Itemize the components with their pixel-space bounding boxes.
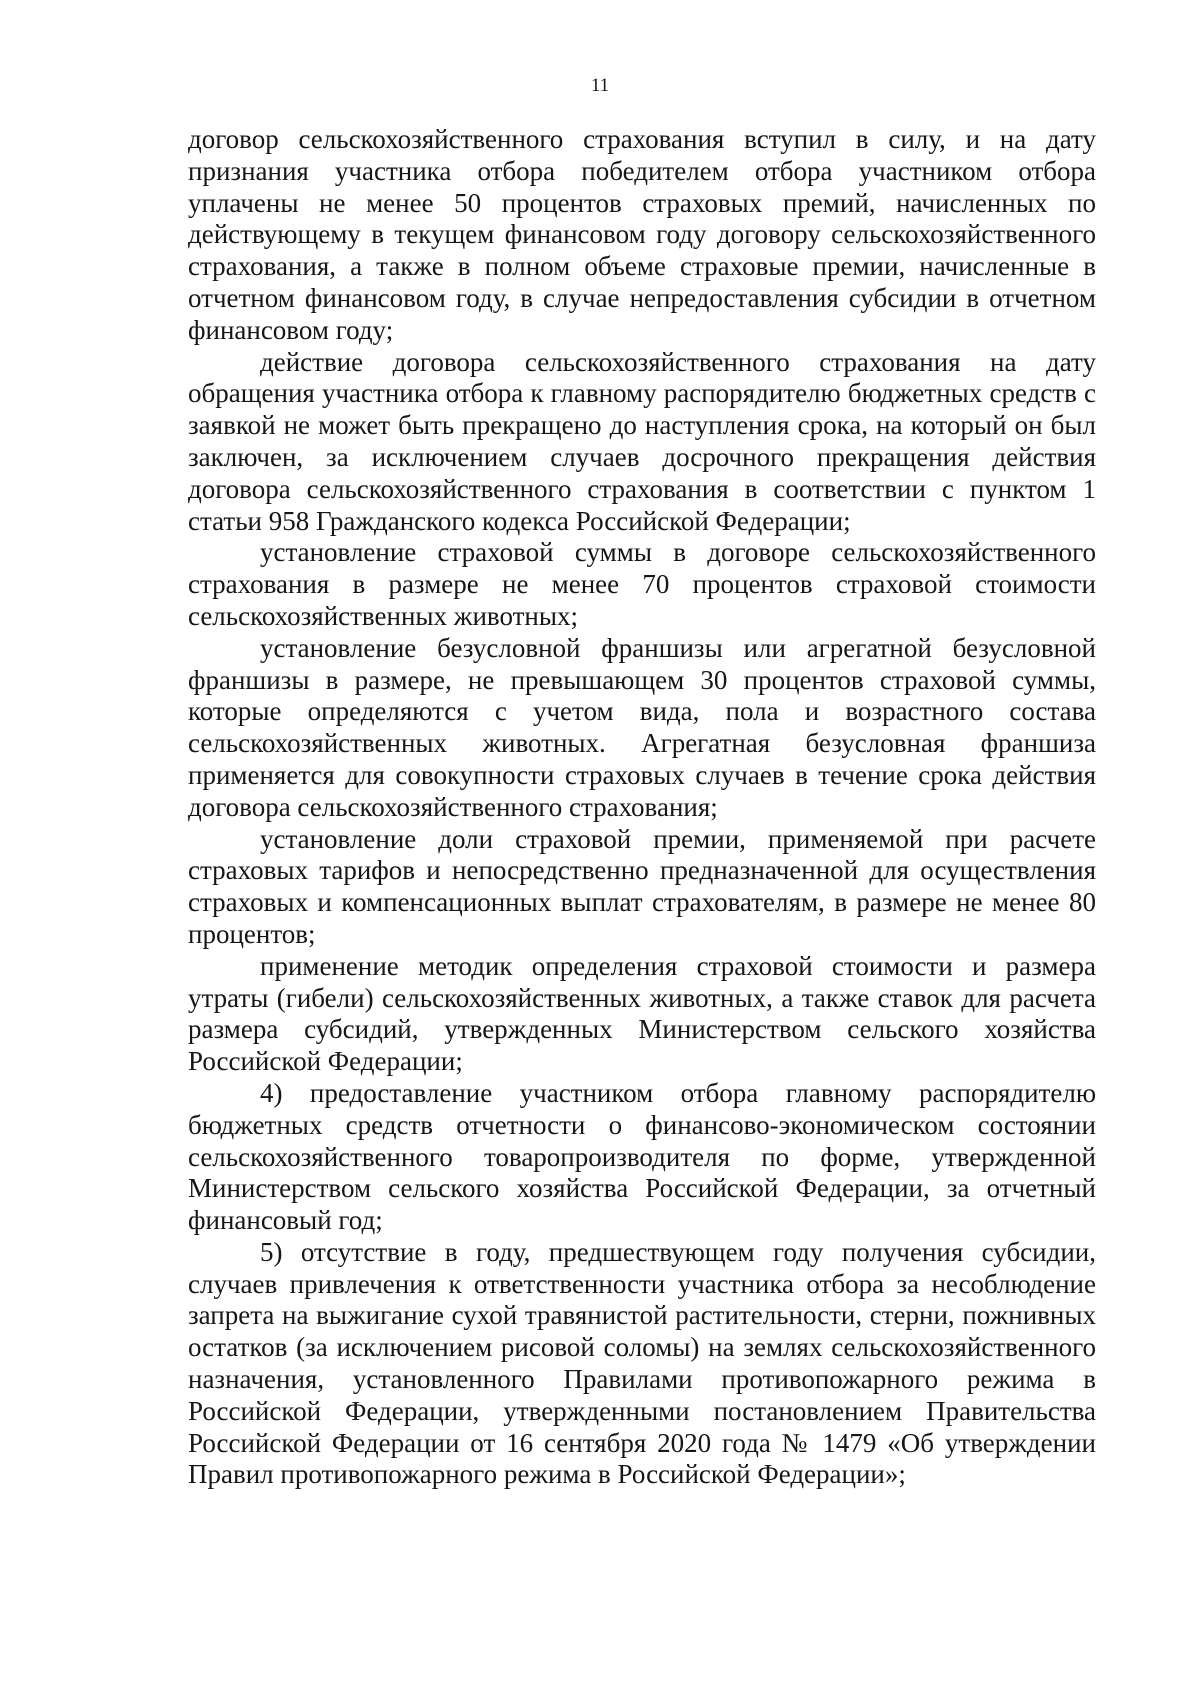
paragraph-insured-sum: установление страховой суммы в договоре сельскохозяйственного страхования в размере не менее 70 процентов страховой стоимости сельскохозяйственных животных;	[188, 537, 1096, 631]
document-body	[188, 124, 1096, 1491]
paragraph-methodologies: применение методик определения страховой стоимости и размера утраты (гибели) сельскохозяйственных животных, а также ставок для расчета размера субсидий, утвержденных Министерством сельского хозяйства Российской Федерации;	[188, 950, 1096, 1077]
paragraph-item-4-reporting: 4) предоставление участником отбора главному распорядителю бюджетных средств отчетности о финансово-экономическом состоянии сельскохозяйственного товаропроизводителя по форме, утвержденной Министерством сельского хозяйства Российской Федерации, за отчетный финансовый год;	[188, 1077, 1096, 1236]
paragraph-premium-share: установление доли страховой премии, применяемой при расчете страховых тарифов и непосредственно предназначенной для осуществления страховых и компенсационных выплат страхователям, в размере не менее 80 процентов;	[188, 823, 1096, 949]
paragraph-insurance-contract-in-force: договор сельскохозяйственного страхования вступил в силу, и на дату признания участника отбора победителем отбора участником отбора уплачены не менее 50 процентов страховых премий, начисленных по действующему в текущем финансовом году договору сельскохозяйственного страхования, а также в полном объеме страховые премии, начисленные в отчетном финансовом году, в случае непредоставления субсидии в отчетном финансовом году;	[188, 124, 1096, 345]
paragraph-contract-termination: действие договора сельскохозяйственного страхования на дату обращения участника отбора к главному распорядителю бюджетных средств с заявкой не может быть прекращено до наступления срока, на который он был заключен, за исключением случаев досрочного прекращения действия договора сельскохозяйственного страхования в соответствии с пунктом 1 статьи 958 Гражданского кодекса Российской Федерации;	[188, 346, 1096, 536]
paragraph-item-5-fire-safety: 5) отсутствие в году, предшествующем году получения субсидии, случаев привлечения к ответственности участника отбора за несоблюдение запрета на выжигание сухой травянистой растительности, стерни, пожнивных остатков (за исключением рисовой соломы) на землях сельскохозяйственного назначения, установленного Правилами противопожарного режима в Российской Федерации, утвержденными постановлением Правительства Российской Федерации от 16 сентября 2020 года № 1479 «Об утверждении Правил противопожарного режима в Российской Федерации»;	[188, 1236, 1096, 1490]
paragraph-deductible: установление безусловной франшизы или агрегатной безусловной франшизы в размере, не превышающем 30 процентов страховой суммы, которые определяются с учетом вида, пола и возрастного состава сельскохозяйственных животных. Агрегатная безусловная франшиза применяется для совокупности страховых случаев в течение срока действия договора сельскохозяйственного страхования;	[188, 632, 1096, 822]
page-number: 11	[590, 75, 610, 96]
